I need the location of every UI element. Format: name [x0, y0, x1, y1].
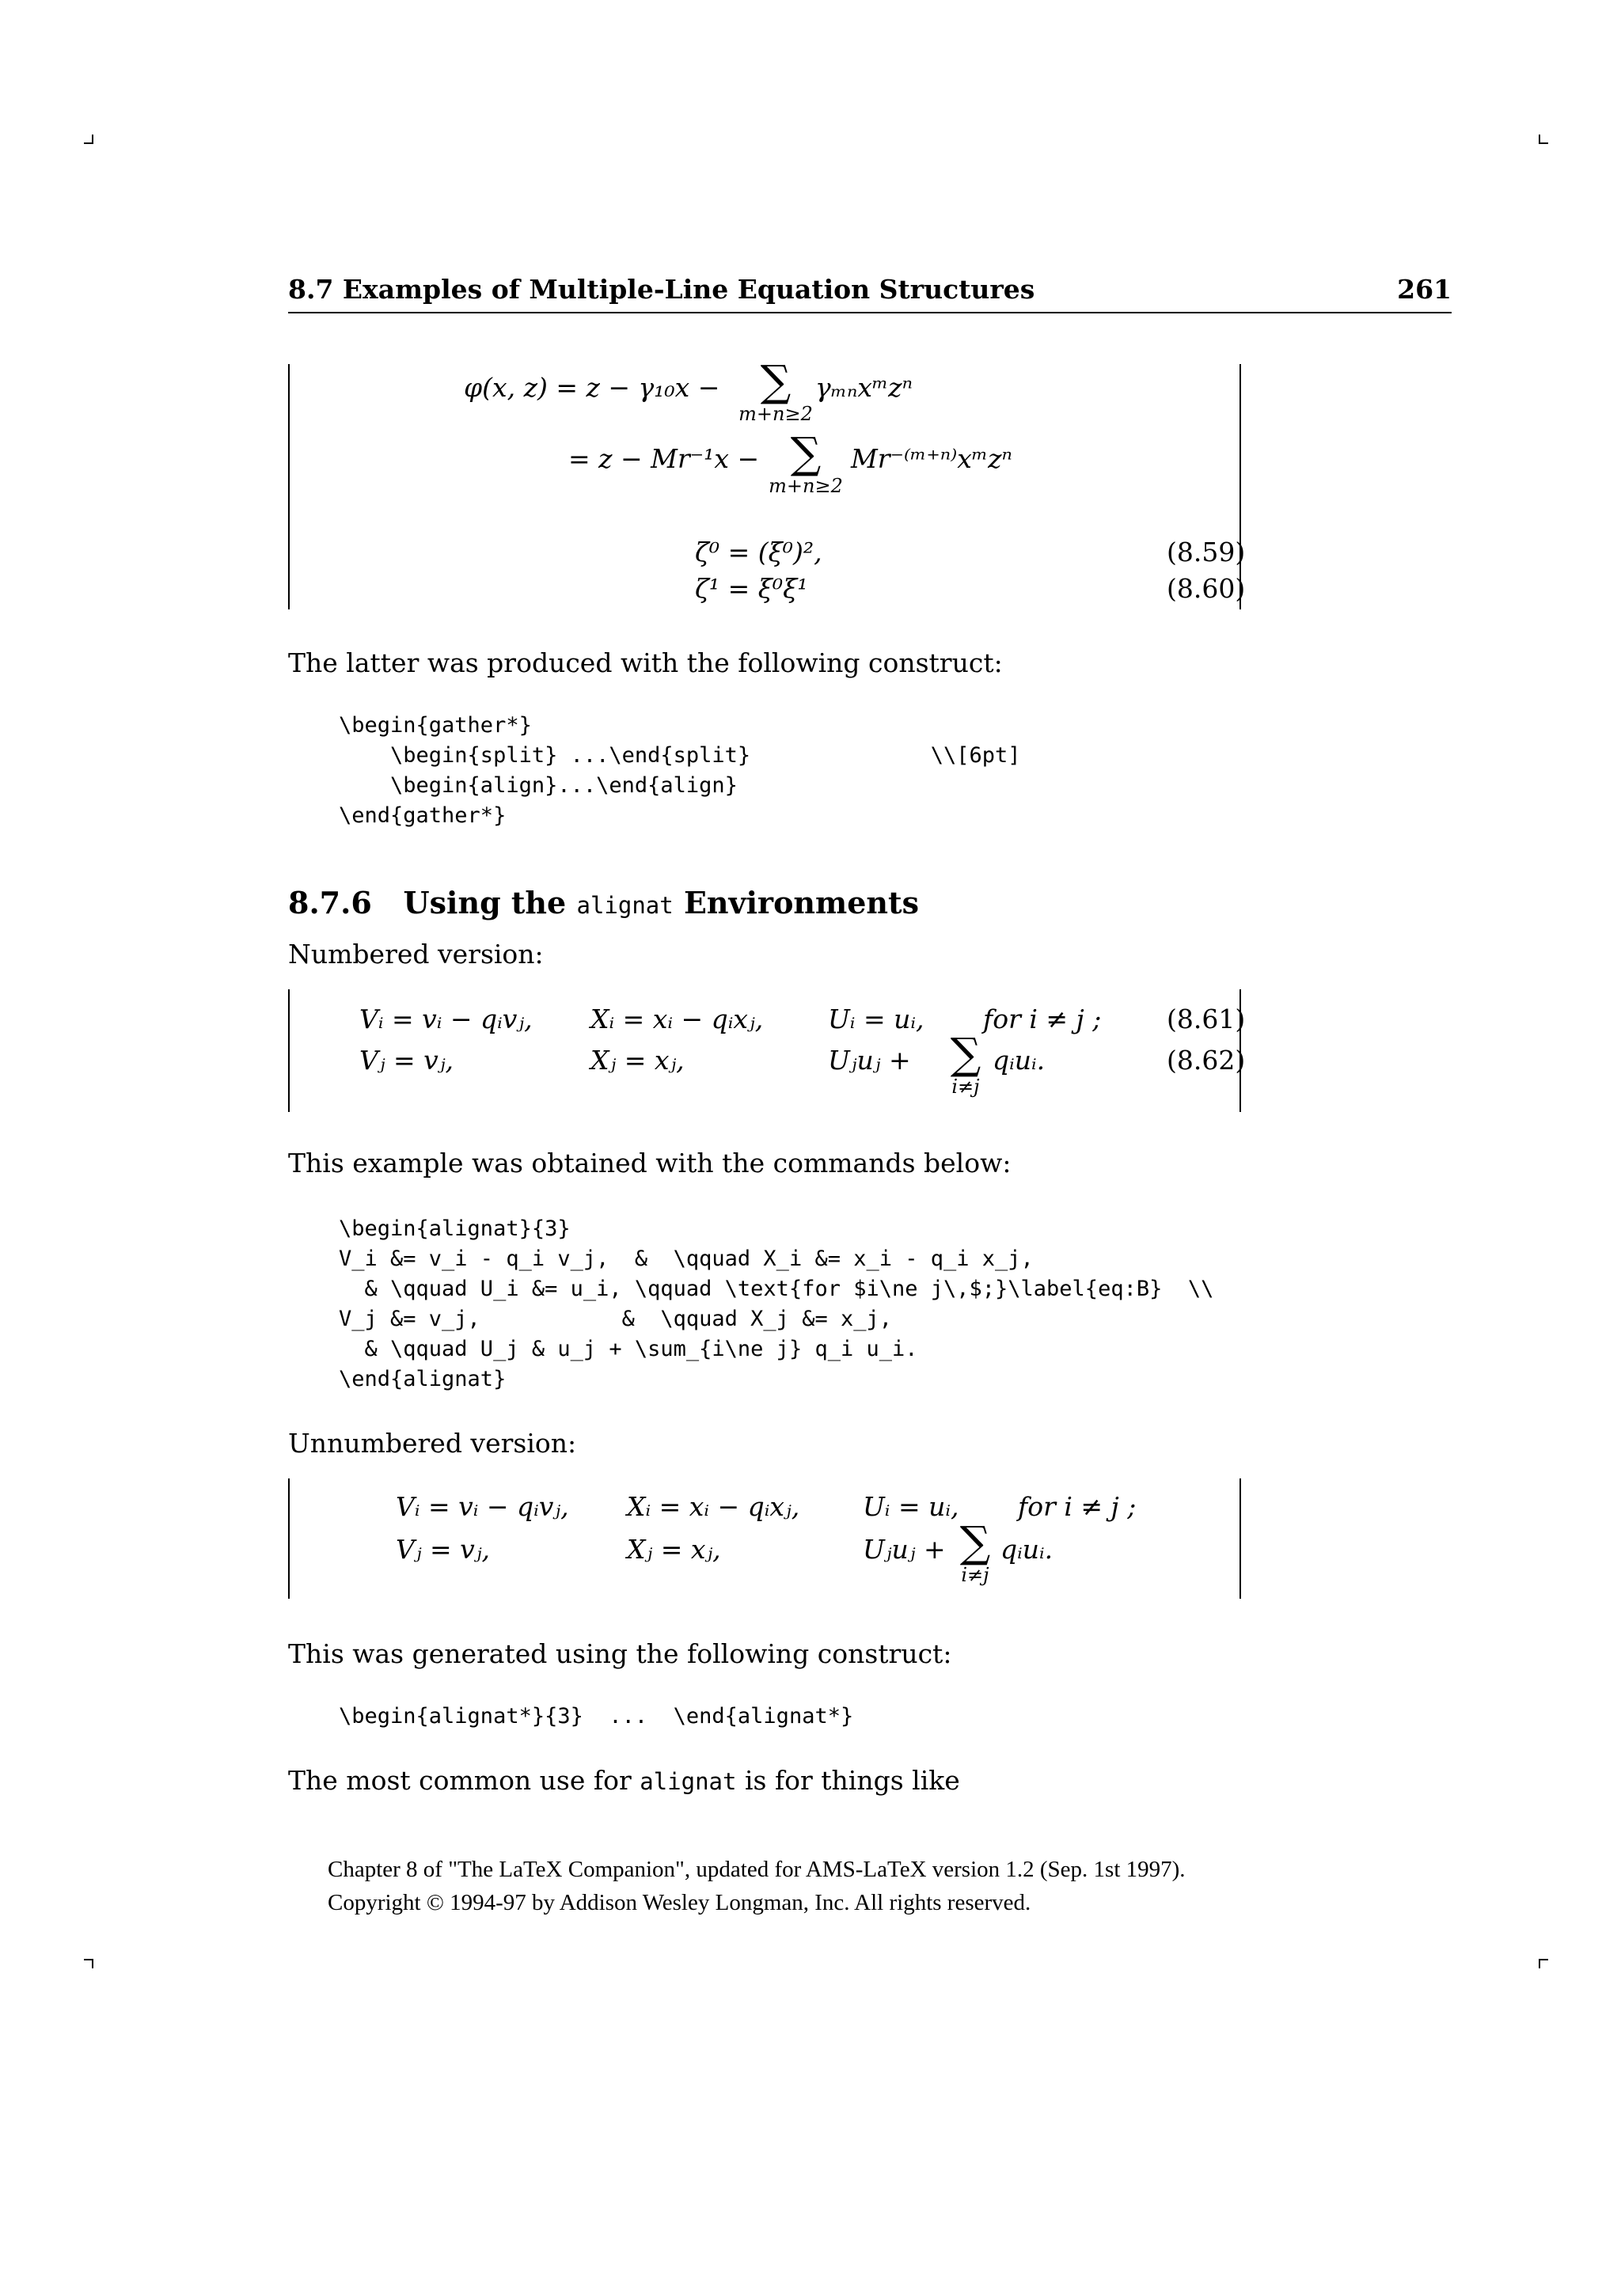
paragraph-generated-construct: This was generated using the following construct: — [288, 1638, 952, 1669]
alignat-star-r2-sum: ∑ i≠j — [951, 1521, 999, 1586]
alignat-r2-sum: ∑ i≠j — [942, 1033, 989, 1098]
alignat-star-r1-c3: Uᵢ = uᵢ, — [863, 1491, 959, 1522]
alignat-r2-tail: qᵢuᵢ. — [993, 1045, 1046, 1076]
alignat-r1-c4: for i ≠ j ; — [983, 1004, 1102, 1034]
common-use-before: The most common use for — [288, 1765, 632, 1796]
alignat-r1-c3: Uᵢ = uᵢ, — [828, 1004, 924, 1034]
section-number: 8.7.6 — [288, 885, 372, 920]
section-title-alignat: alignat — [576, 892, 674, 919]
paragraph-latter-construct: The latter was produced with the following construct: — [288, 647, 1003, 678]
footer-line-2: Copyright © 1994-97 by Addison Wesley Longman, Inc. All rights reserved. — [328, 1890, 1031, 1915]
eq-number-8-61: (8.61) — [1167, 1004, 1246, 1034]
eq-line2-sum-sub: m+n≥2 — [769, 475, 843, 497]
eq-line2-lhs: = z − Mr⁻¹x − — [568, 443, 760, 474]
header-section-title: 8.7 Examples of Multiple-Line Equation Structures — [288, 274, 1035, 305]
section-title-suffix: Environments — [683, 885, 919, 920]
alignat-rule-left — [288, 989, 290, 1112]
numbered-version-label: Numbered version: — [288, 939, 544, 970]
common-use-after: is for things like — [744, 1765, 960, 1796]
eq-line1-sum: ∑ m+n≥2 — [736, 360, 815, 425]
code-block-alignat: \begin{alignat}{3} V_i &= v_i - q_i v_j, & \qquad X_i &= x_i - q_i x_j, & \qquad U_i &= u_i, \qquad \text{for $i\ne j\,$;}\label{eq:B} \\ V_j &= v_j, & \qquad X_j &= x_j, & \qquad U_j & u_j + \sum_{i\ne j} q_i u_i. \end{alignat} — [339, 1216, 1214, 1391]
alignat-star-r1-c1: Vᵢ = vᵢ − qᵢvⱼ, — [396, 1491, 569, 1522]
paragraph-commands-below: This example was obtained with the commands below: — [288, 1148, 1012, 1178]
eq-number-8-60: (8.60) — [1167, 573, 1246, 604]
eq-zeta0: ζ⁰ = (ξ⁰)², — [695, 537, 822, 567]
page-number: 261 — [1397, 274, 1452, 305]
crop-mark-bottom-left — [84, 1959, 93, 1968]
alignat-star-r2-c2: Xⱼ = xⱼ, — [627, 1534, 721, 1565]
alignat-star-r2-c3: Uⱼuⱼ + — [863, 1534, 946, 1565]
alignat-r2-c3: Uⱼuⱼ + — [828, 1045, 911, 1076]
alignat-r2-c2: Xⱼ = xⱼ, — [590, 1045, 685, 1076]
eq-line1-sum-sub: m+n≥2 — [738, 403, 813, 425]
alignat-star-r2-c1: Vⱼ = vⱼ, — [396, 1534, 491, 1565]
alignat-star-r2-tail: qᵢuᵢ. — [1000, 1534, 1053, 1565]
eq-line2-tail: Mr⁻⁽ᵐ⁺ⁿ⁾xᵐzⁿ — [851, 443, 1012, 474]
crop-mark-top-left — [84, 135, 93, 144]
alignat-r1-c2: Xᵢ = xᵢ − qᵢxⱼ, — [590, 1004, 764, 1034]
eq-zeta1: ζ¹ = ξ⁰ξ¹ — [695, 573, 808, 604]
footer-line-1: Chapter 8 of "The LaTeX Companion", updated for AMS-LaTeX version 1.2 (Sep. 1st 1997). — [328, 1857, 1186, 1882]
unnumbered-version-label: Unnumbered version: — [288, 1428, 577, 1459]
alignat-star-r2-sum-sub: i≠j — [961, 1564, 989, 1586]
eq-line1-tail: γₘₙxᵐzⁿ — [815, 372, 913, 403]
alignat-star-rule-left — [288, 1478, 290, 1599]
crop-mark-top-right — [1539, 135, 1548, 144]
display-rule-left — [288, 364, 290, 609]
eq-number-8-59: (8.59) — [1167, 537, 1246, 567]
eq-line2-sum: ∑ m+n≥2 — [766, 432, 845, 497]
alignat-star-r1-c4: for i ≠ j ; — [1018, 1491, 1137, 1522]
alignat-r2-c1: Vⱼ = vⱼ, — [359, 1045, 454, 1076]
paragraph-common-use — [288, 1765, 960, 1796]
common-use-alignat: alignat — [640, 1768, 737, 1795]
section-heading-8-7-6 — [288, 885, 919, 920]
alignat-r1-c1: Vᵢ = vᵢ − qᵢvⱼ, — [359, 1004, 533, 1034]
alignat-star-r1-c2: Xᵢ = xᵢ − qᵢxⱼ, — [627, 1491, 800, 1522]
eq-number-8-62: (8.62) — [1167, 1045, 1246, 1076]
code-block-gather: \begin{gather*} \begin{split} ...\end{split} \\[6pt] \begin{align}...\end{align} \end{gather*} — [339, 713, 1021, 828]
running-header — [288, 274, 1452, 313]
alignat-star-rule-right — [1239, 1478, 1241, 1599]
section-title-prefix: Using the — [403, 885, 567, 920]
crop-mark-bottom-right — [1539, 1959, 1548, 1968]
code-block-alignat-star: \begin{alignat*}{3} ... \end{alignat*} — [339, 1704, 854, 1729]
alignat-r2-sum-sub: i≠j — [951, 1076, 980, 1098]
eq-line1-lhs: φ(x, z) = z − γ₁₀x − — [464, 372, 720, 403]
